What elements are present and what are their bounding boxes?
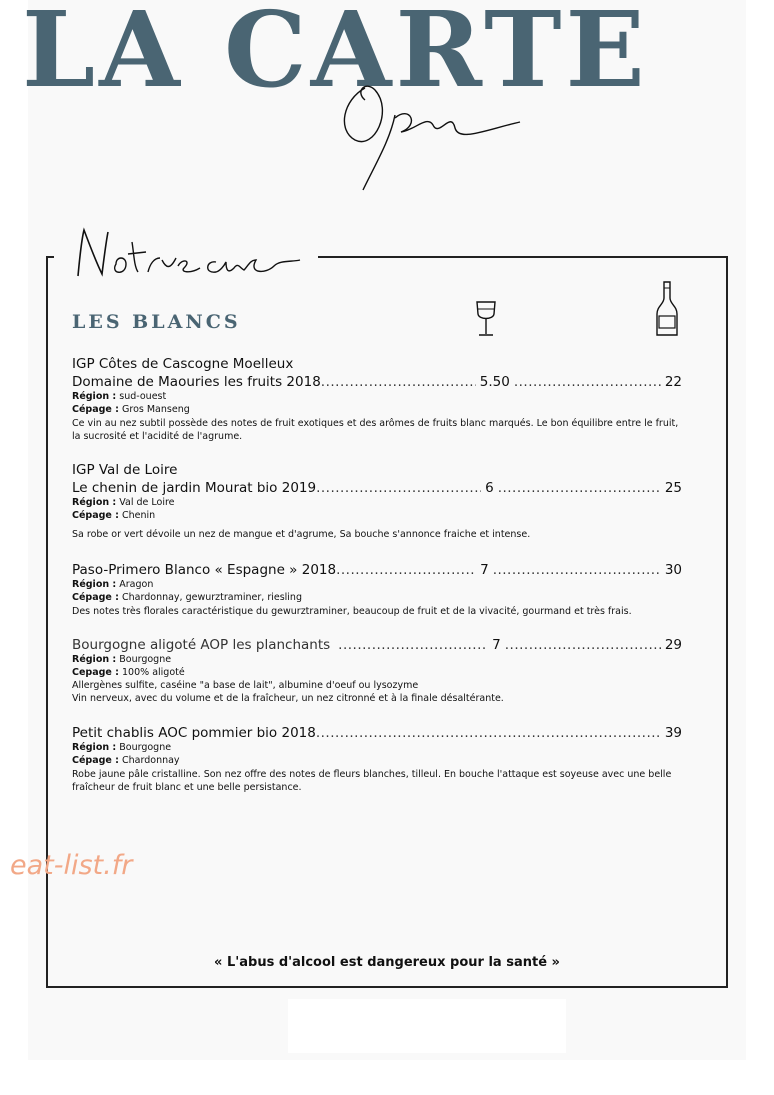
glass-price: 5.50: [479, 374, 510, 390]
wine-region: Région : Bourgogne: [72, 654, 172, 665]
leader-dots: [514, 373, 661, 391]
footer-blank: [288, 999, 566, 1053]
wine-price-row: [72, 724, 682, 742]
wine-description: Robe jaune pâle cristalline. Son nez offre des notes de fleurs blanches, tilleul. En bouche l'attaque est soyeuse avec une belle fraîcheur de fruit blanc et une belle persistance.: [72, 769, 672, 793]
wine-glass-icon: [474, 300, 498, 338]
leader-dots: [498, 479, 661, 497]
wine-bottle-icon: [654, 280, 680, 338]
wine-allergens: Allergènes sulfite, caséine "a base de lait", albumine d'oeuf ou lysozyme: [72, 680, 419, 691]
frame-top-right: [318, 256, 726, 258]
bottle-price: 25: [664, 480, 682, 496]
wine-cepage: Cépage : Gros Manseng: [72, 403, 190, 415]
wine-region: Région : Aragon: [72, 579, 154, 590]
bottle-price: 29: [664, 637, 682, 653]
wine-name: Paso-Primero Blanco « Espagne » 2018: [72, 562, 337, 578]
health-warning: « L'abus d'alcool est dangereux pour la santé »: [214, 955, 560, 970]
bottle-price: 39: [664, 725, 682, 741]
leader-dots: [338, 636, 488, 654]
wine-description: Ce vin au nez subtil possède des notes de fruit exotiques et des arômes de fruits blanc marqués. Le bon équilibre entre le fruit, la sucrosité et l'acidité de l'agrume.: [72, 418, 679, 442]
wine-price-row: [72, 479, 682, 497]
wine-name: Le chenin de jardin Mourat bio 2019: [72, 480, 317, 496]
section-title: LES BLANCS: [72, 311, 241, 333]
wine-item: [72, 636, 682, 705]
leader-dots: [316, 724, 661, 742]
wine-price-row: [72, 561, 682, 579]
wine-item: [72, 724, 682, 794]
wine-cepage: Cépage : Chardonnay: [72, 754, 180, 766]
wine-region: Région : Val de Loire: [72, 497, 175, 508]
wine-description: Sa robe or vert dévoile un nez de mangue et d'agrume, Sa bouche s'annonce fraiche et intense.: [72, 529, 531, 540]
wine-cepage: Cepage : 100% aligoté: [72, 666, 185, 678]
wine-name: Domaine de Maouries les fruits 2018: [72, 374, 321, 390]
opa-signature: [335, 70, 525, 195]
wine-appellation: IGP Val de Loire: [72, 462, 178, 478]
wine-cepage: Cépage : Chardonnay, gewurztraminer, riesling: [72, 591, 302, 603]
wine-description: Des notes très florales caractéristique du gewurztraminer, beaucoup de fruit et de la vivacité, gourmand et très frais.: [72, 606, 632, 617]
bottle-price: 30: [664, 562, 682, 578]
wine-description: Vin nerveux, avec du volume et de la fraîcheur, un nez citronné et à la finale désaltérante.: [72, 693, 504, 704]
leader-dots: [505, 636, 661, 654]
glass-price: 6: [485, 480, 494, 496]
wine-region: Région : Bourgogne: [72, 742, 172, 753]
wine-item: [72, 561, 682, 618]
watermark: eat-list.fr: [10, 850, 133, 881]
glass-price: 7: [492, 637, 501, 653]
bottle-price: 22: [664, 374, 682, 390]
wine-name: Petit chablis AOC pommier bio 2018: [72, 725, 316, 741]
wine-region: Région : sud-ouest: [72, 391, 167, 402]
menu-title: LA CARTE: [22, 0, 649, 111]
wine-item: [72, 355, 682, 443]
wine-price-row: [72, 636, 682, 654]
leader-dots: [336, 561, 476, 579]
leader-dots: [316, 479, 481, 497]
leader-dots: [321, 373, 476, 391]
wine-name: Bourgogne aligoté AOP les planchants: [72, 637, 331, 653]
wine-price-row: [72, 373, 682, 391]
wine-cepage: Cépage : Chenin: [72, 509, 156, 521]
glass-price: 7: [480, 562, 489, 578]
notre-cave-script: [70, 224, 310, 282]
frame-top-left: [46, 256, 54, 258]
leader-dots: [493, 561, 661, 579]
wine-appellation: IGP Côtes de Cascogne Moelleux: [72, 356, 294, 372]
wine-item: [72, 461, 682, 541]
